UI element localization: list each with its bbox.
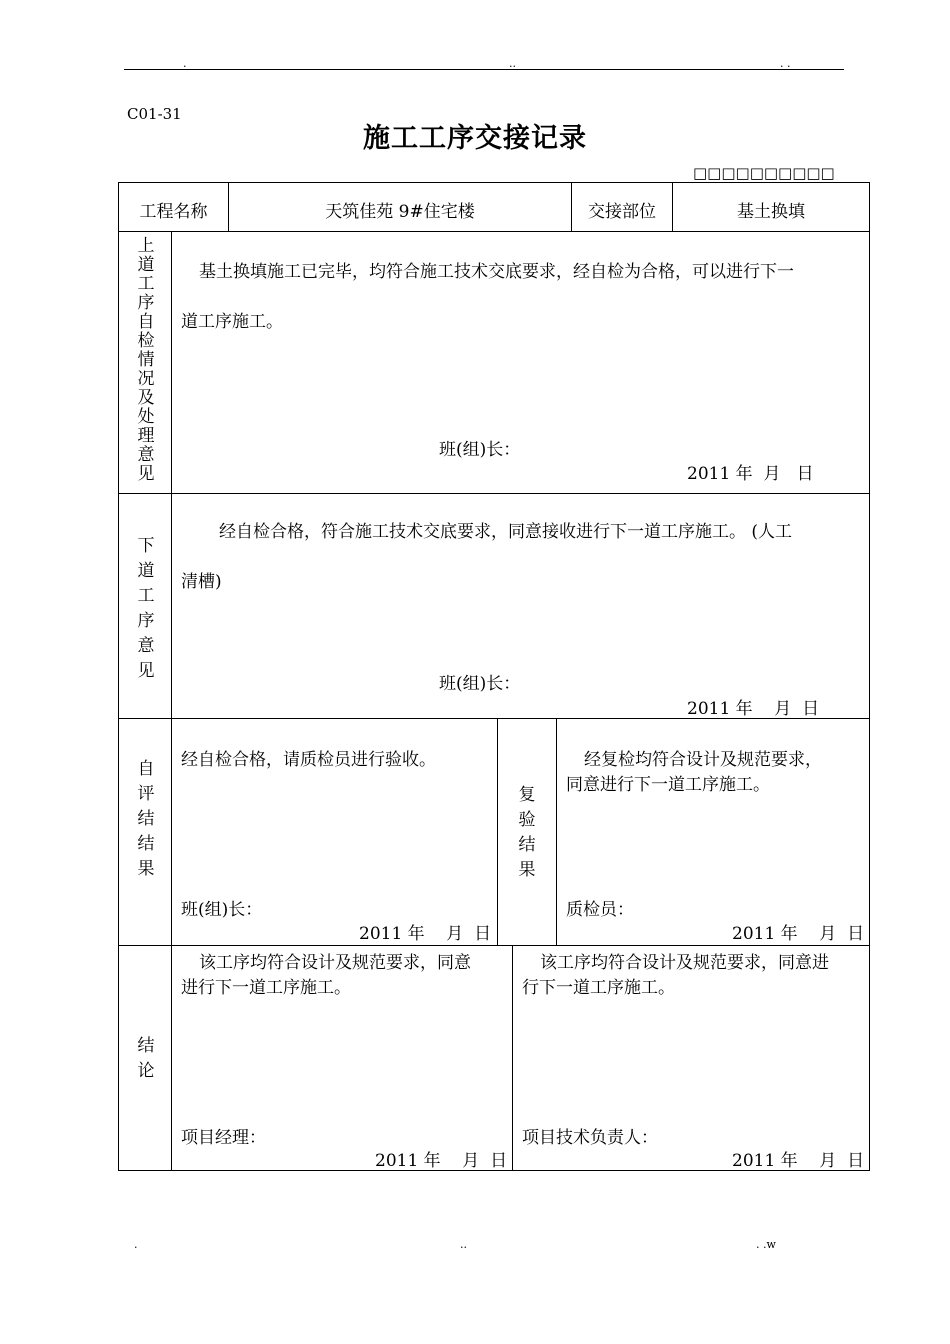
next-date: 2011 年 月 日 — [687, 699, 820, 719]
next-process-text-line1: 经自检合格，符合施工技术交底要求，同意接收进行下一道工序施工。 (人工 — [219, 522, 793, 542]
handover-part-value: 基土换填 — [737, 202, 805, 222]
header-mark-right: . . — [780, 57, 791, 70]
conclusion-left-cell — [171, 945, 513, 1171]
project-name-label-cell — [118, 182, 229, 232]
recheck-text-line2: 同意进行下一道工序施工。 — [566, 775, 770, 795]
conclusion-left-line1: 该工序均符合设计及规范要求，同意 — [199, 953, 471, 973]
conclusion-left-line2: 进行下一道工序施工。 — [181, 978, 351, 998]
conclusion-right-line1: 该工序均符合设计及规范要求，同意进 — [540, 953, 829, 973]
conclusion-right-cell — [512, 945, 870, 1171]
project-name-value: 天筑佳苑 9#住宅楼 — [325, 202, 475, 222]
footer-mark-right: . .w — [756, 1238, 776, 1251]
handover-part-label-cell — [571, 182, 673, 232]
conclusion-right-line2: 行下一道工序施工。 — [522, 978, 675, 998]
recheck-label: 复 验 结 果 — [518, 785, 536, 880]
next-process-content-cell — [171, 493, 870, 719]
handover-part-label: 交接部位 — [588, 202, 656, 222]
project-manager-label: 项目经理： — [181, 1128, 266, 1148]
project-name-label: 工程名称 — [139, 202, 208, 222]
handover-part-value-cell — [672, 182, 870, 232]
previous-process-label: 上 道 工 序 自 检 情 况 及 处 理 意 见 — [137, 236, 155, 484]
self-date: 2011 年 月 日 — [359, 924, 492, 944]
header-rule — [124, 69, 844, 70]
self-evaluation-label-cell — [118, 718, 172, 946]
previous-process-content-cell — [171, 231, 870, 494]
next-process-label-cell — [118, 493, 172, 719]
technical-lead-label: 项目技术负责人： — [522, 1128, 658, 1148]
footer-mark-left: . — [134, 1238, 138, 1251]
project-name-value-cell — [228, 182, 572, 232]
header-mark-left: . — [183, 57, 187, 70]
next-leader-label: 班(组)长： — [439, 674, 521, 694]
conclusion-label: 结 论 — [137, 1036, 155, 1081]
previous-process-label-cell — [118, 231, 172, 494]
self-leader-label: 班(组)长： — [181, 900, 263, 920]
previous-leader-label: 班(组)长： — [439, 440, 521, 460]
conclusion-label-cell — [118, 945, 172, 1171]
self-evaluation-text: 经自检合格，请质检员进行验收。 — [181, 750, 436, 770]
recheck-text-line1: 经复检均符合设计及规范要求， — [584, 750, 822, 770]
recheck-content-cell — [556, 718, 870, 946]
header-mark-mid: .. — [509, 57, 516, 70]
footer-mark-mid: .. — [460, 1238, 467, 1251]
next-process-label: 下 道 工 序 意 见 — [137, 536, 155, 681]
document-title: 施工工序交接记录 — [363, 123, 587, 154]
project-manager-date: 2011 年 月 日 — [375, 1151, 508, 1171]
previous-process-text-line2: 道工序施工。 — [181, 312, 283, 332]
recheck-label-cell — [497, 718, 557, 946]
self-evaluation-content-cell — [171, 718, 498, 946]
previous-process-text-line1: 基土换填施工已完毕，均符合施工技术交底要求，经自检为合格，可以进行下一 — [199, 262, 794, 282]
inspector-label: 质检员： — [566, 900, 634, 920]
self-evaluation-label: 自 评 结 结 果 — [137, 759, 155, 879]
technical-lead-date: 2011 年 月 日 — [732, 1151, 865, 1171]
form-code: C01-31 — [127, 105, 182, 123]
recheck-date: 2011 年 月 日 — [732, 924, 865, 944]
form-number-boxes: □□□□□□□□□□ — [693, 164, 835, 182]
previous-date: 2011 年 月 日 — [687, 464, 814, 484]
next-process-text-line2: 清槽) — [181, 572, 222, 592]
